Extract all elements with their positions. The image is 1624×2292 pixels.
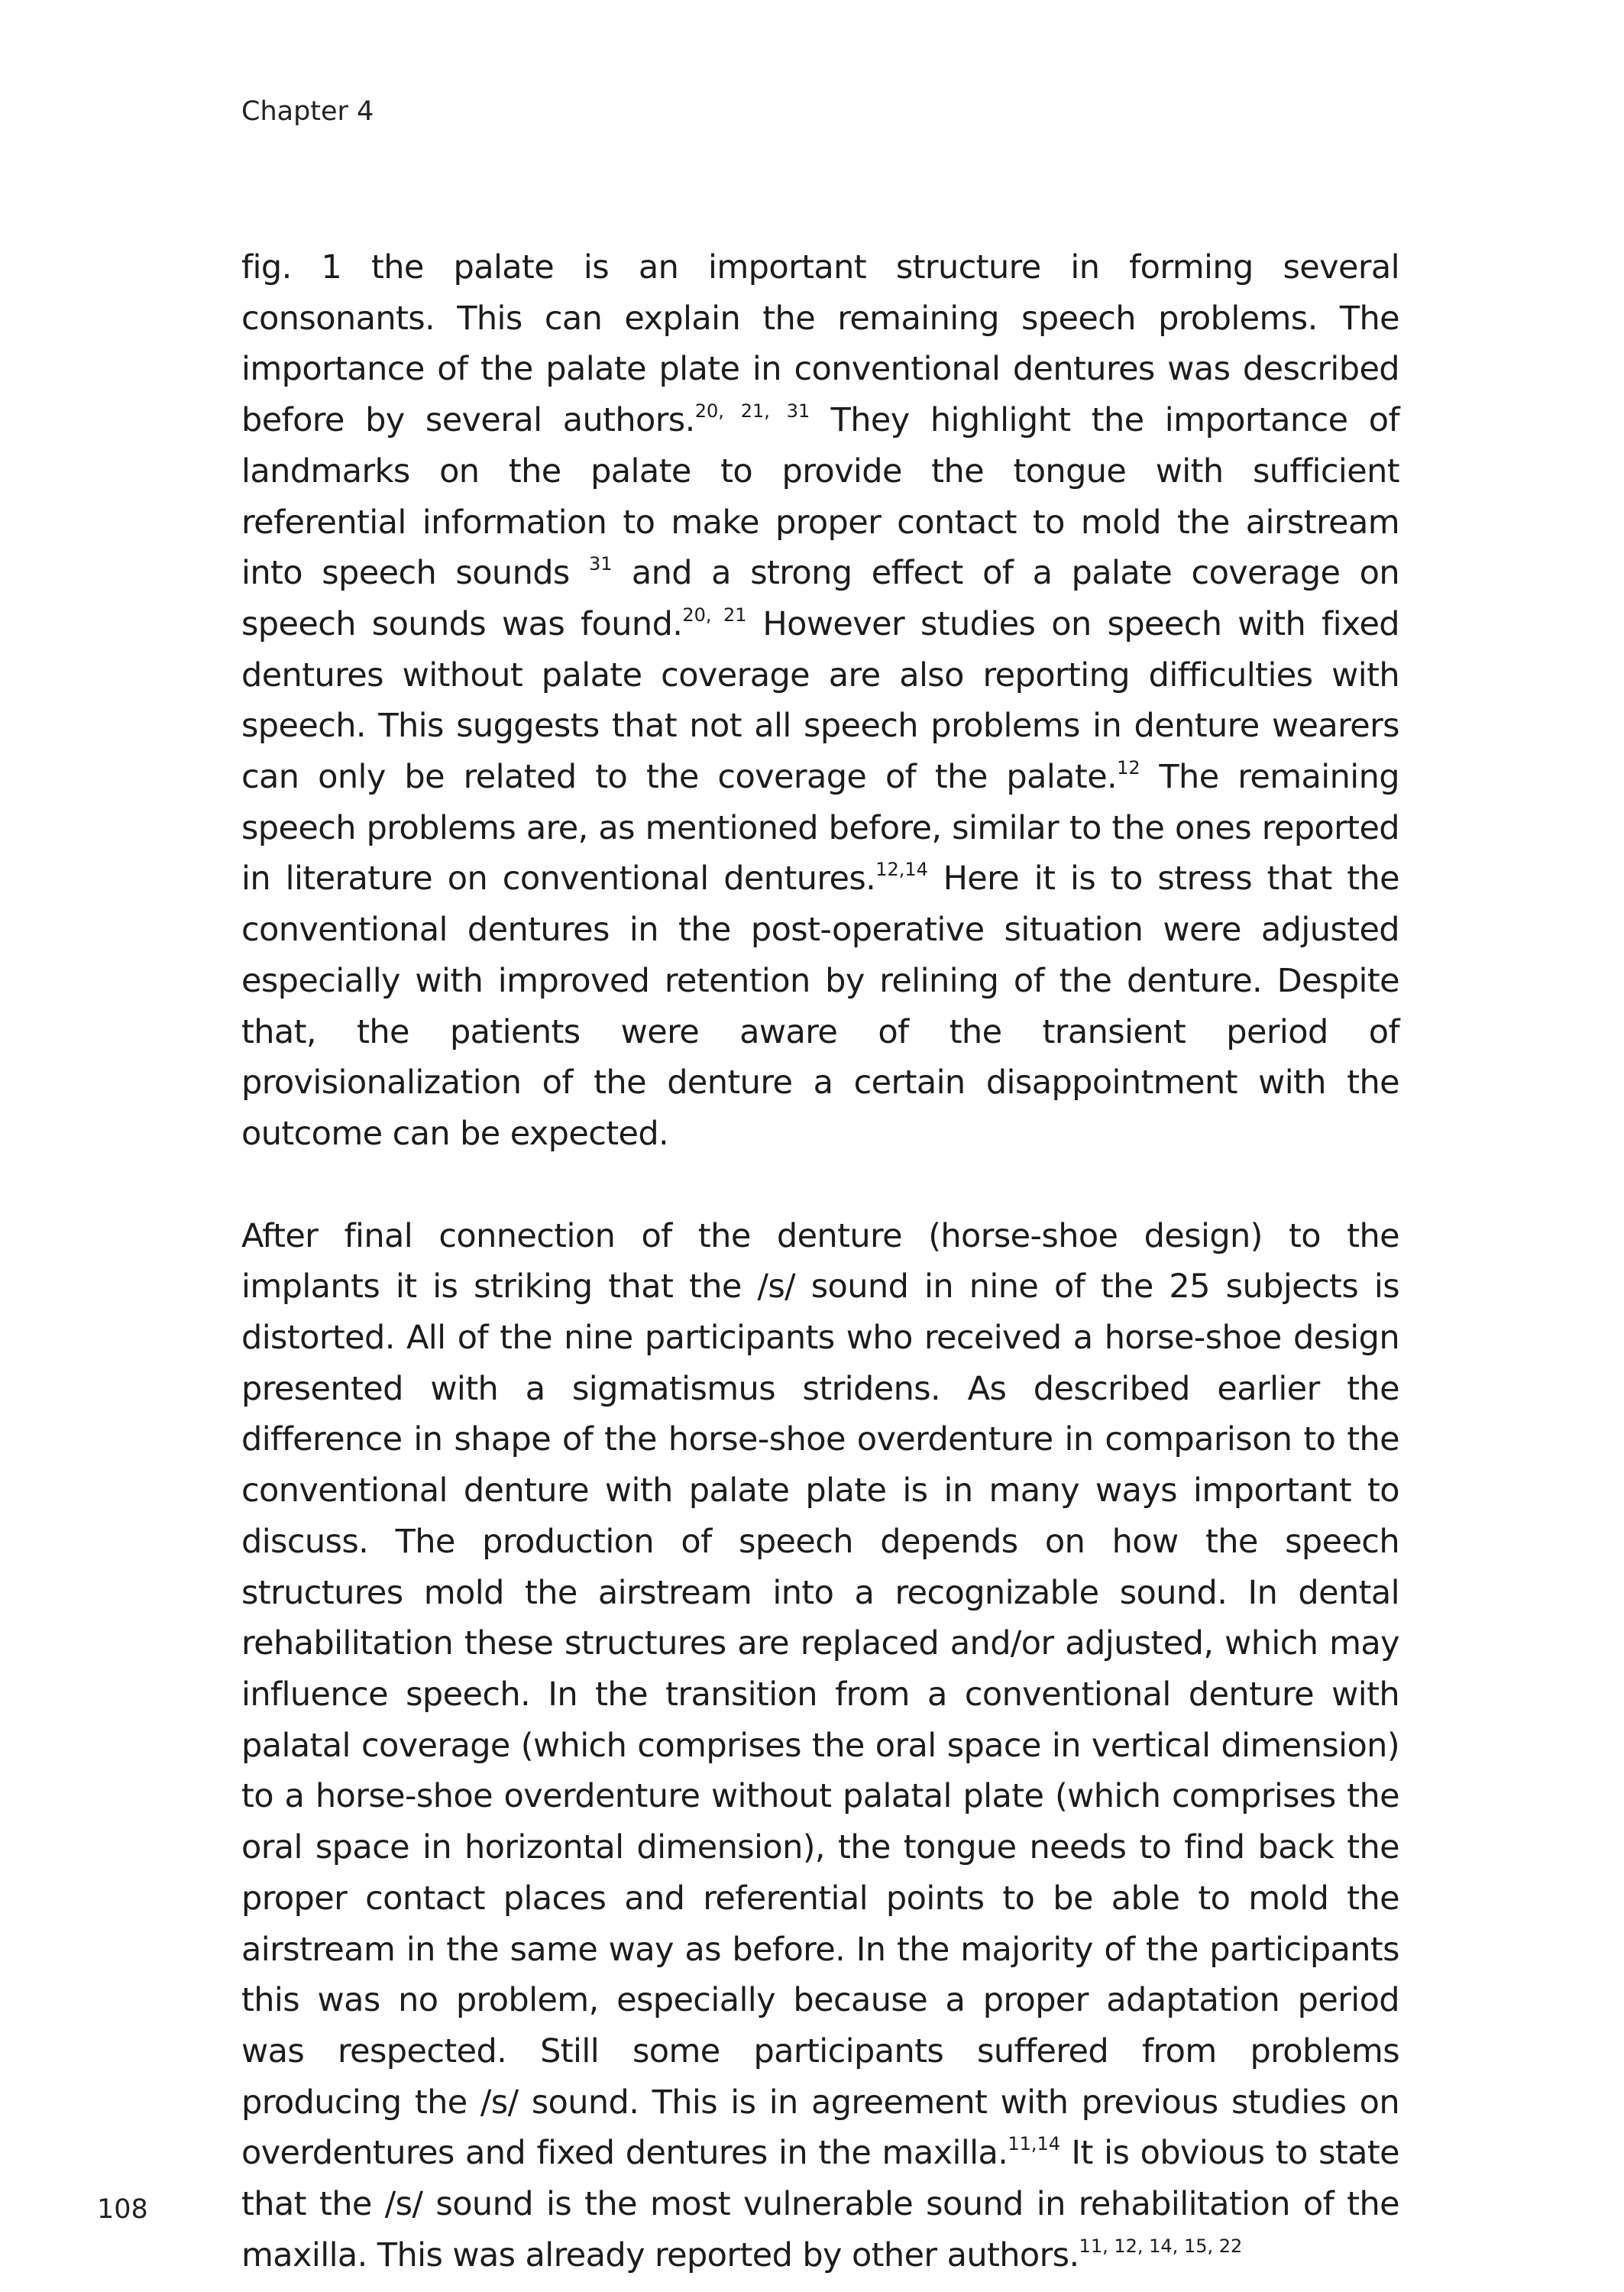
paragraph <box>241 1211 1399 2281</box>
citation-superscript: 11, 12, 14, 15, 22 <box>1079 2235 1243 2257</box>
paragraph-text: However studies on speech with fixed dentures without palate coverage are also reporting difficulties with speech. This suggests that not all speech problems in denture wearers can only be related to the coverage of the palate. <box>241 604 1399 797</box>
paragraph-text: fig. 1 the palate is an important structure in forming several consonants. This can explain the remaining speech problems. The importance of the palate plate in conventional dentures was described before by several authors. <box>241 248 1399 440</box>
citation-superscript: 12 <box>1117 757 1140 779</box>
citation-superscript: 12,14 <box>875 859 928 881</box>
paragraph-text: They highlight the importance of landmarks on the palate to provide the tongue with sufficient referential information to make proper contact to mold the airstream into speech sounds <box>241 401 1400 593</box>
paragraph-text: It is obvious to state that the /s/ sound is the most vulnerable sound in rehabilitation of the maxilla. This was already reported by other authors. <box>241 2134 1399 2274</box>
citation-superscript: 11,14 <box>1008 2133 1061 2155</box>
citation-superscript: 31 <box>589 553 613 575</box>
paragraph-text: After final connection of the denture (horse-shoe design) to the implants it is striking that the /s/ sound in nine of the 25 subjects is distorted. All of the nine participants who received a horse-shoe design presented with a sigmatismus stridens. As described earlier the difference in shape of the horse-shoe overdenture in comparison to the conventional denture with palate plate is in many ways important to discuss. The production of speech depends on how the speech structures mold the airstream into a recognizable sound. In dental rehabilitation these structures are replaced and/or adjusted, which may influence speech. In the transition from a conventional denture with palatal coverage (which comprises the oral space in vertical dimension) to a horse-shoe overdenture without palatal plate (which comprises the oral space in horizontal dimension), the tongue needs to find back the proper contact places and referential points to be able to mold the airstream in the same way as before. In the majority of the participants this was no problem, especially because a proper adaptation period was respected. Still some participants suffered from problems producing the /s/ sound. This is in agreement with previous studies on overdentures and fixed dentures in the maxilla. <box>241 1216 1399 2173</box>
running-head: Chapter 4 <box>241 96 374 127</box>
body-text <box>241 242 1399 2281</box>
citation-superscript: 20, 21, 31 <box>694 400 810 422</box>
page-number: 108 <box>97 2194 148 2225</box>
citation-superscript: 20, 21 <box>682 604 747 626</box>
paragraph <box>241 242 1399 1160</box>
paragraph-text: The remaining speech problems are, as mentioned before, similar to the ones reported in literature on conventional dentures. <box>241 758 1399 898</box>
paragraph-text: and a strong effect of a palate coverage on speech sounds was found. <box>241 554 1400 643</box>
paragraph-text: Here it is to stress that the conventional dentures in the post-operative situation were adjusted especially with improved retention by relining of the denture. Despite that, the patients were aware of the transient period of provisionalization of the denture a certain disappointment with the outcome can be expected. <box>241 860 1399 1153</box>
